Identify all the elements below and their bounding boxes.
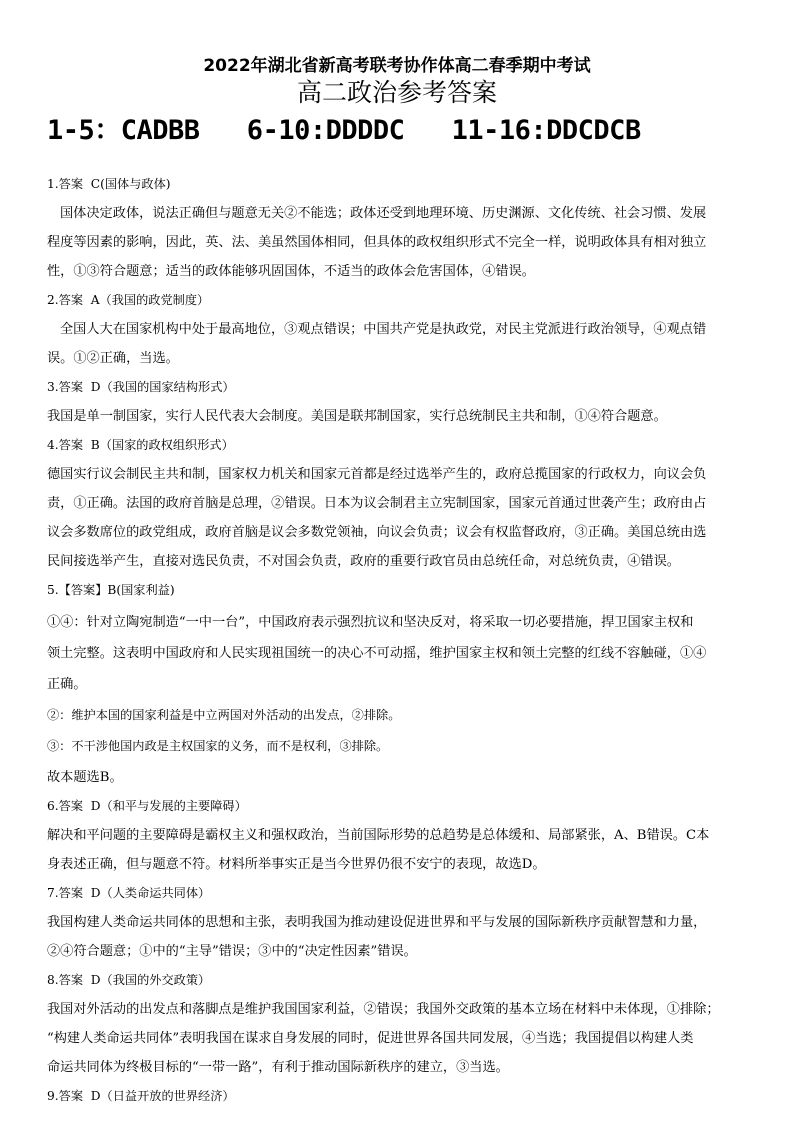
explanation-line: 身表述正确，但与题意不符。材料所举事实正是当今世界仍很不安宁的表现，故选D。 <box>47 857 546 872</box>
question-heading: 9.答案 D（日益开放的世界经济） <box>47 1089 235 1103</box>
question-heading: 5.【答案】B(国家利益) <box>47 583 175 597</box>
question-heading: 8.答案 D（我国的外交政策） <box>47 973 211 987</box>
explanation-line: 我国是单一制国家，实行人民代表大会制度。美国是联邦制国家，实行总统制民主共和制，①④符合题意。 <box>47 409 667 424</box>
explanation-line: ②④符合题意；①中的“主导”错误；③中的“决定性因素”错误。 <box>47 944 417 959</box>
question-heading: 1.答案 C(国体与政体) <box>47 177 171 191</box>
explanation-line: 我国对外活动的出发点和落脚点是维护我国国家利益，②错误；我国外交政策的基本立场在材料中未体现，①排除； <box>47 1002 720 1017</box>
explanation-line: 命运共同体为终极目标的“一带一路”，有利于推动国际新秩序的建立，③当选。 <box>47 1060 509 1075</box>
explanation-line: 我国构建人类命运共同体的思想和主张，表明我国为推动建设促进世界和平与发展的国际新秩序贡献智慧和力量， <box>47 915 707 930</box>
question-heading: 6.答案 D（和平与发展的主要障碍） <box>47 799 247 813</box>
explanation-line: “构建人类命运共同体”表明我国在谋求自身发展的同时，促进世界各国共同发展，④当选；我国提倡以构建人类 <box>47 1031 694 1046</box>
exam-title: 2022年湖北省新高考联考协作体高二春季期中考试 <box>203 56 591 76</box>
explanation-line: ②：维护本国的国家利益是中立两国对外活动的出发点，②排除。 <box>47 708 401 722</box>
question-heading: 2.答案 A（我国的政党制度） <box>47 293 210 307</box>
explanation-line: 性，①③符合题意；适当的政体能够巩固国体，不适当的政体会危害国体，④错误。 <box>47 264 535 279</box>
explanation-line: 程度等因素的影响，因此，英、法、美虽然国体相同，但具体的政权组织形式不完全一样，说明政体具有相对独立 <box>47 235 707 250</box>
question-heading: 4.答案 B（国家的政权组织形式） <box>47 438 234 452</box>
explanations <box>47 170 759 1111</box>
explanation-line: 德国实行议会制民主共和制，国家权力机关和国家元首都是经过选举产生的，政府总揽国家的行政权力，向议会负 <box>47 467 707 482</box>
explanation-line: 误。①②正确，当选。 <box>47 351 179 366</box>
explanation-line: 责，①正确。法国的政府首脑是总理，②错误。日本为议会制君主立宪制国家，国家元首通过世袭产生；政府由占 <box>47 496 707 511</box>
explanation-line: 故本题选B。 <box>47 770 123 785</box>
explanation-line: 全国人大在国家机构中处于最高地位，③观点错误；中国共产党是执政党，对民主党派进行政治领导，④观点错 <box>60 322 707 337</box>
explanation-line: 解决和平问题的主要障碍是霸权主义和强权政治，当前国际形势的总趋势是总体缓和、局部紧张，A、B错误。C本 <box>47 828 710 843</box>
question-heading: 3.答案 D（我国的国家结构形式） <box>47 380 235 394</box>
explanation-line: 正确。 <box>47 677 87 692</box>
explanation-line: 民间接选举产生，直接对选民负责，不对国会负责，政府的重要行政官员由总统任命，对总统负责，④错误。 <box>47 554 680 569</box>
explanation-line: 议会多数席位的政党组成，政府首脑是议会多数党领袖，向议会负责；议会有权监督政府，③正确。美国总统由选 <box>47 525 707 540</box>
exam-subtitle: 高二政治参考答案 <box>296 78 497 107</box>
question-heading: 7.答案 D（人类命运共同体） <box>47 886 211 900</box>
answer-summary: 1-5：CADBB 6-10:DDDDC 11-16:DDCDCB <box>47 115 641 146</box>
explanation-line: 国体决定政体，说法正确但与题意无关②不能选；政体还受到地理环境、历史渊源、文化传统、社会习惯、发展 <box>60 206 707 221</box>
explanation-line: ①④：针对立陶宛制造“一中一台”，中国政府表示强烈抗议和坚决反对，将采取一切必要措施，捍卫国家主权和 <box>47 615 694 630</box>
explanation-line: ③：不干涉他国内政是主权国家的义务，而不是权利，③排除。 <box>47 739 389 753</box>
explanation-line: 领土完整。这表明中国政府和人民实现祖国统一的决心不可动摇，维护国家主权和领土完整的红线不容触碰，①④ <box>47 646 707 661</box>
